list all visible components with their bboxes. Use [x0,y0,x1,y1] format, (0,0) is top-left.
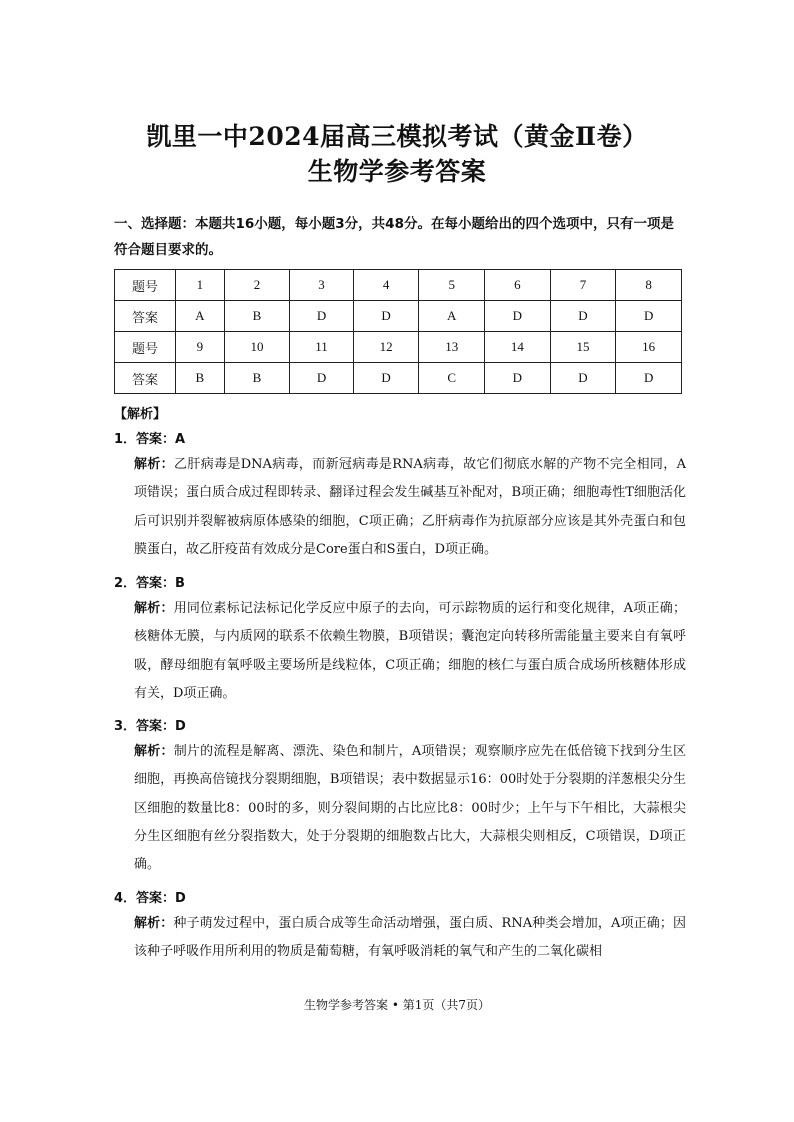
answer-table-cell: 1 [176,270,225,301]
explanation-content: 制片的流程是解离、漂洗、染色和制片，A项错误；观察顺序应先在低倍镜下找到分生区细胞，再换高倍镜找分裂期细胞，B项错误；表中数据显示16：00时处于分裂期的洋葱根尖分生区细胞的数量比8：00时的多，则分裂间期的占比应比8：00时少；上午与下午相比，大蒜根尖分生区细胞有丝分裂指数大，处于分裂期的细胞数占比大，大蒜根尖则相反，C项错误，D项正确。 [134,744,686,873]
answer-table-cell: D [353,363,419,394]
answer-line: 1．答案：A [114,432,186,447]
explanation-text [134,738,686,879]
section-instructions: 一、选择题：本题共16小题，每小题3分，共48分。在每小题给出的四个选项中，只有一项是符合题目要求的。 [114,216,674,258]
answer-table-cell: D [616,363,682,394]
explanation-label: 解析： [134,457,175,472]
answer-table-cell: 16 [616,332,682,363]
answer-table-cell: B [224,363,290,394]
page-footer: 生物学参考答案 • 第1页（共7页） [304,998,490,1012]
answer-table-cell: D [616,301,682,332]
answer-table-row [115,332,682,363]
answer-line: 3．答案：D [114,719,186,734]
answer-line: 4．答案：D [114,891,186,906]
explanation-text [134,595,686,708]
explanation-content: 乙肝病毒是DNA病毒，而新冠病毒是RNA病毒，故它们彻底水解的产物不完全相同，A项错误；蛋白质合成过程即转录、翻译过程会发生碱基互补配对，B项正确；细胞毒性T细胞活化后可识别并裂解被病原体感染的细胞，C项正确；乙肝病毒作为抗原部分应该是其外壳蛋白和包膜蛋白，故乙肝疫苗有效成分是Core蛋白和S蛋白，D项正确。 [134,457,686,557]
explanation-label: 解析： [134,916,174,931]
answer-table-row [115,363,682,394]
document-subtitle: 生物学参考答案 [307,157,487,186]
answer-table-row [115,301,682,332]
answer-table-cell: 13 [419,332,485,363]
explanation-label: 解析： [134,744,174,759]
answer-table-cell: 11 [290,332,353,363]
answer-table-cell: A [176,301,225,332]
row-header-cell: 答案 [115,301,176,332]
explanation-label: 解析： [134,601,174,616]
answer-table-cell: D [290,301,353,332]
question-explanation-3 [114,716,686,879]
answer-table-cell: D [550,301,616,332]
row-header-cell: 题号 [115,270,176,301]
answer-table-cell: D [485,301,551,332]
question-explanation-2 [114,573,686,708]
answer-table [114,269,682,394]
answer-table-cell: 7 [550,270,616,301]
answer-table-cell: D [353,301,419,332]
answer-table-cell: 9 [176,332,225,363]
answer-table-cell: D [550,363,616,394]
answer-table-cell: D [485,363,551,394]
question-explanation-1 [114,429,686,564]
analysis-heading: 【解析】 [114,407,167,422]
answer-table-cell: B [176,363,225,394]
answer-table-cell: 5 [419,270,485,301]
answer-table-cell: A [419,301,485,332]
explanation-content: 种子萌发过程中，蛋白质合成等生命活动增强，蛋白质、RNA种类会增加，A项正确；因该种子呼吸作用所利用的物质是葡萄糖，有氧呼吸消耗的氧气和产生的二氧化碳相 [134,916,686,960]
answer-table-cell: 4 [353,270,419,301]
answer-table-cell: 6 [485,270,551,301]
answer-table-cell: 8 [616,270,682,301]
row-header-cell: 题号 [115,332,176,363]
answer-table-cell: 10 [224,332,290,363]
answer-table-cell: D [290,363,353,394]
explanation-content: 用同位素标记法标记化学反应中原子的去向，可示踪物质的运行和变化规律，A项正确；核糖体无膜，与内质网的联系不依赖生物膜，B项错误；囊泡定向转移所需能量主要来自有氧呼吸，酵母细胞有氧呼吸主要场所是线粒体，C项正确；细胞的核仁与蛋白质合成场所核糖体形成有关，D项正确。 [134,601,686,701]
answer-table-cell: 15 [550,332,616,363]
answer-table-row [115,270,682,301]
answer-table-cell: 3 [290,270,353,301]
answer-table-cell: 2 [224,270,290,301]
answer-table-cell: 14 [485,332,551,363]
exam-title: 凯里一中2024届高三模拟考试（黄金Ⅱ卷） [146,122,648,151]
explanation-text [134,910,686,967]
answer-table-cell: B [224,301,290,332]
answer-table-cell: 12 [353,332,419,363]
answer-table-cell: C [419,363,485,394]
question-explanation-4 [114,888,686,967]
explanation-text [134,451,686,564]
row-header-cell: 答案 [115,363,176,394]
answer-line: 2．答案：B [114,576,185,591]
